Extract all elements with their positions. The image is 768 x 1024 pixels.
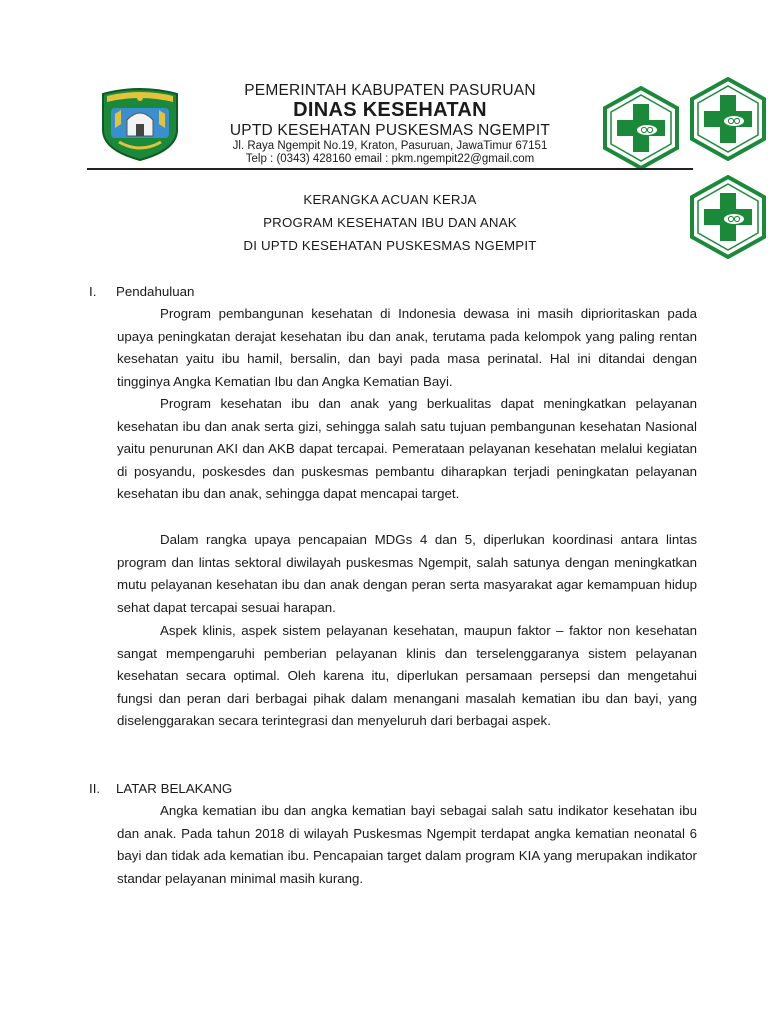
letterhead-department: DINAS KESEHATAN	[293, 99, 487, 121]
letterhead	[190, 82, 590, 166]
section-heading-pendahuluan	[89, 284, 194, 299]
letterhead-unit: UPTD KESEHATAN PUSKESMAS NGEMPIT	[229, 122, 551, 139]
paragraph: Program pembangunan kesehatan di Indonesia dewasa ini masih diprioritaskan pada upaya peningkatan derajat kesehatan ibu dan anak, terutama pada kelompok yang paling rentan kesehatan yaitu ibu hamil, bersalin, dan bayi pada masa perinatal. Hal ini ditandai dengan tingginya Angka Kematian Ibu dan Angka Kematian Bayi.	[117, 306, 697, 389]
section-number: II.	[89, 781, 101, 796]
letterhead-address: Jl. Raya Ngempit No.19, Kraton, Pasuruan, JawaTimur 67151	[232, 140, 548, 152]
section-number: I.	[89, 284, 97, 299]
paragraph: Program kesehatan ibu dan anak yang berkualitas dapat meningkatkan pelayanan kesehatan ibu dan anak serta gizi, sehingga salah satu tujuan pembangunan kesehatan Nasional yaitu penurunan AKI dan AKB dapat tercapai. Pemerataan pelayanan kesehatan melalui kegiatan di posyandu, poskesdes dan puskesmas pembantu diharapkan terjadi peningkatan pelayanan kesehatan ibu dan anak, sehingga dapat mencapai target.	[117, 396, 697, 502]
document-title-line-2: PROGRAM KESEHATAN IBU DAN ANAK	[263, 215, 517, 230]
section-title: LATAR BELAKANG	[116, 781, 233, 796]
letterhead-divider	[87, 168, 693, 170]
letterhead-contact: Telp : (0343) 428160 email : pkm.ngempit22@gmail.com	[245, 153, 535, 165]
puskesmas-cross-icon	[686, 175, 768, 259]
document-title-line-3: DI UPTD KESEHATAN PUSKESMAS NGEMPIT	[243, 238, 537, 253]
paragraph: Angka kematian ibu dan angka kematian bayi sebagai salah satu indikator kesehatan ibu dan anak. Pada tahun 2018 di wilayah Puskesmas Ngempit terdapat angka kematian neonatal 6 bayi dan tidak ada kematian ibu. Pencapaian target dalam program KIA yang merupakan indikator standar pelayanan minimal masih kurang.	[117, 803, 697, 886]
paragraph: Dalam rangka upaya pencapaian MDGs 4 dan 5, diperlukan koordinasi antara lintas program dan lintas sektoral diwilayah puskesmas Ngempit, salah satunya dengan meningkatkan mutu pelayanan kesehatan ibu dan anak dengan peran serta masyarakat agar kemampuan hidup sehat dapat tercapai sesuai harapan.	[117, 532, 697, 615]
section-heading-latar-belakang	[89, 781, 232, 796]
paragraph: Aspek klinis, aspek sistem pelayanan kesehatan, maupun faktor – faktor non kesehatan sangat mempengaruhi pemberian pelayanan klinis dan terselenggaranya sistem pelayanan kesehatan secara optimal. Oleh karena itu, diperlukan persamaan persepsi dan mengetahui fungsi dan peran dari berbagai pihak dalam menangani masalah kematian ibu dan bayi, yang diselenggarakan secara terintegrasi dan menyeluruh dari berbagai aspek.	[117, 623, 697, 729]
kabupaten-pasuruan-emblem-icon	[97, 84, 183, 162]
document-title-line-1: KERANGKA ACUAN KERJA	[303, 192, 477, 207]
puskesmas-cross-icon	[686, 77, 768, 161]
section-title: Pendahuluan	[116, 284, 195, 299]
letterhead-government: PEMERINTAH KABUPATEN PASURUAN	[244, 82, 536, 99]
puskesmas-cross-icon	[599, 86, 683, 170]
